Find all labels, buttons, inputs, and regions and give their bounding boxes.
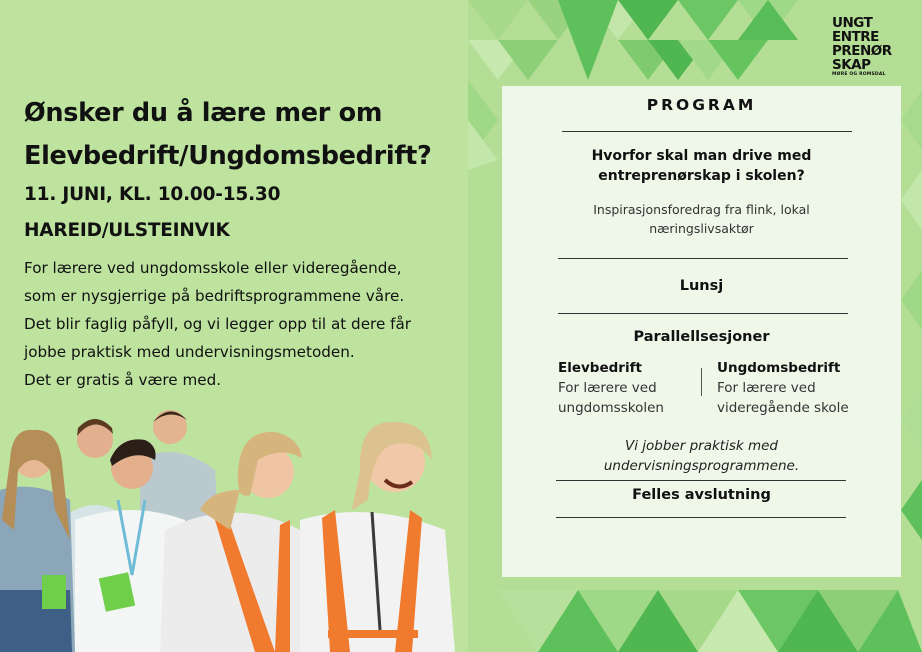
- logo-line: SKAP: [832, 57, 871, 73]
- program-parallel: Parallellsesjoner: [633, 329, 770, 345]
- note-line: undervisningsprogrammene.: [603, 458, 800, 474]
- logo-line: ENTRE: [832, 29, 879, 45]
- students-photo: [0, 400, 460, 652]
- description-line: Inspirasjonsforedrag fra flink, lokal: [593, 202, 810, 217]
- headline-line-2: Elevbedrift/Ungdomsbedrift?: [24, 141, 432, 171]
- session-line: ungdomsskolen: [558, 400, 664, 416]
- note-line: Vi jobber praktisk med: [625, 438, 778, 454]
- headline-line-1: Ønsker du å lære mer om: [24, 98, 383, 128]
- divider: [558, 258, 848, 259]
- logo-line: PRENØR: [832, 43, 892, 59]
- event-date: 11. JUNI, KL. 10.00-15.30: [24, 184, 281, 205]
- intro-line: For lærere ved ungdomsskole eller videregående,: [24, 259, 402, 277]
- intro-line: jobbe praktisk med undervisningsmetoden.: [24, 343, 355, 361]
- question-line: Hvorfor skal man drive med: [591, 148, 812, 164]
- session-title: Ungdomsbedrift: [717, 360, 841, 376]
- logo-mark: [832, 16, 890, 78]
- headline: [24, 92, 432, 178]
- intro-text: [24, 254, 411, 394]
- question-line: entreprenørskap i skolen?: [598, 168, 805, 184]
- intro-line: Det er gratis å være med.: [24, 371, 222, 389]
- column-divider: [701, 368, 702, 396]
- session-line: For lærere ved: [717, 380, 816, 396]
- program-panel: [502, 86, 901, 577]
- session-elevbedrift: [558, 358, 664, 418]
- divider: [556, 480, 846, 481]
- program-title: PROGRAM: [646, 96, 757, 114]
- intro-line: som er nysgjerrige på bedriftsprogrammene våre.: [24, 287, 405, 305]
- logo-subline: MØRE OG ROMSDAL: [832, 72, 886, 77]
- program-closing: Felles avslutning: [632, 487, 771, 503]
- divider: [562, 131, 852, 132]
- session-title: Elevbedrift: [558, 360, 642, 376]
- program-note: [502, 436, 901, 476]
- intro-line: Det blir faglig påfyll, og vi legger opp til at dere får: [24, 315, 412, 333]
- program-question: [502, 146, 901, 186]
- divider: [556, 517, 846, 518]
- session-ungdomsbedrift: [717, 358, 849, 418]
- description-line: næringslivsaktør: [649, 221, 754, 236]
- divider: [558, 313, 848, 314]
- program-description: [502, 200, 901, 238]
- logo-line: UNGT: [832, 15, 873, 31]
- program-lunch: Lunsj: [679, 278, 724, 294]
- session-line: For lærere ved: [558, 380, 657, 396]
- event-place: HAREID/ULSTEINVIK: [24, 220, 230, 241]
- person-front-2: [300, 422, 455, 652]
- session-line: videregående skole: [717, 400, 849, 416]
- person-left: [0, 430, 75, 652]
